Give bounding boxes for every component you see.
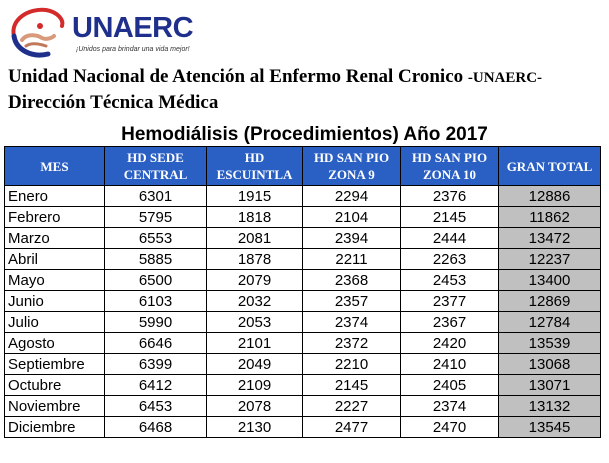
value-cell: 2444 <box>401 228 499 249</box>
value-cell: 2374 <box>401 396 499 417</box>
value-cell: 2081 <box>207 228 303 249</box>
hands-heart-logo-icon <box>6 6 70 62</box>
table-title: Hemodiálisis (Procedimientos) Año 2017 <box>121 124 488 145</box>
value-cell: 2470 <box>401 417 499 438</box>
table-row <box>5 270 601 291</box>
value-cell: 2368 <box>303 270 401 291</box>
value-cell: 2145 <box>303 375 401 396</box>
column-header-label: ESCUINTLA <box>216 167 293 182</box>
value-cell: 6553 <box>105 228 207 249</box>
value-cell: 1818 <box>207 207 303 228</box>
value-cell: 2453 <box>401 270 499 291</box>
value-cell: 2477 <box>303 417 401 438</box>
value-cell: 2294 <box>303 186 401 207</box>
unaerc-logo <box>6 6 266 64</box>
month-cell: Febrero <box>5 207 105 228</box>
value-cell: 2049 <box>207 354 303 375</box>
organization-name: Unidad Nacional de Atención al Enfermo Renal Cronico <box>8 66 464 87</box>
column-header-label: GRAN TOTAL <box>506 158 593 174</box>
total-cell: 12886 <box>499 186 601 207</box>
table-row <box>5 186 601 207</box>
table-row <box>5 312 601 333</box>
column-header-label: HD SAN PIO <box>313 150 390 165</box>
organization-title <box>8 66 542 88</box>
table-header-row <box>5 147 601 186</box>
column-header-label: HD SEDE <box>127 150 184 165</box>
value-cell: 2394 <box>303 228 401 249</box>
value-cell: 2032 <box>207 291 303 312</box>
column-header-label: HD SAN PIO <box>411 150 488 165</box>
month-cell: Agosto <box>5 333 105 354</box>
hemodialysis-table <box>4 146 601 438</box>
value-cell: 6399 <box>105 354 207 375</box>
total-cell: 13472 <box>499 228 601 249</box>
value-cell: 2420 <box>401 333 499 354</box>
value-cell: 2405 <box>401 375 499 396</box>
month-cell: Julio <box>5 312 105 333</box>
value-cell: 2357 <box>303 291 401 312</box>
value-cell: 2130 <box>207 417 303 438</box>
value-cell: 6453 <box>105 396 207 417</box>
column-header-label: ZONA 9 <box>328 167 375 182</box>
value-cell: 2263 <box>401 249 499 270</box>
column-header-label: MES <box>40 158 69 174</box>
value-cell: 6103 <box>105 291 207 312</box>
month-cell: Marzo <box>5 228 105 249</box>
total-cell: 11862 <box>499 207 601 228</box>
value-cell: 1878 <box>207 249 303 270</box>
value-cell: 2079 <box>207 270 303 291</box>
table-row <box>5 375 601 396</box>
value-cell: 2410 <box>401 354 499 375</box>
table-row <box>5 207 601 228</box>
column-header-gran-total <box>499 147 601 186</box>
column-header-hd-escuintla <box>207 147 303 186</box>
column-header-label: ZONA 10 <box>422 167 477 182</box>
column-header-hd-sede-central <box>105 147 207 186</box>
table-row <box>5 396 601 417</box>
value-cell: 6412 <box>105 375 207 396</box>
organization-acronym: -UNAERC- <box>467 70 543 86</box>
table-row <box>5 291 601 312</box>
total-cell: 13071 <box>499 375 601 396</box>
value-cell: 2377 <box>401 291 499 312</box>
month-cell: Enero <box>5 186 105 207</box>
total-cell: 12237 <box>499 249 601 270</box>
table-row <box>5 333 601 354</box>
value-cell: 6468 <box>105 417 207 438</box>
month-cell: Diciembre <box>5 417 105 438</box>
logo-name: UNAERC <box>72 12 194 44</box>
value-cell: 2374 <box>303 312 401 333</box>
table-row <box>5 249 601 270</box>
column-header-label: HD <box>244 150 265 165</box>
table-body <box>5 186 601 438</box>
value-cell: 2210 <box>303 354 401 375</box>
value-cell: 5795 <box>105 207 207 228</box>
department-title: Dirección Técnica Médica <box>8 92 219 113</box>
value-cell: 2372 <box>303 333 401 354</box>
value-cell: 2053 <box>207 312 303 333</box>
value-cell: 2211 <box>303 249 401 270</box>
value-cell: 6646 <box>105 333 207 354</box>
table-row <box>5 417 601 438</box>
value-cell: 2101 <box>207 333 303 354</box>
month-cell: Mayo <box>5 270 105 291</box>
total-cell: 13068 <box>499 354 601 375</box>
value-cell: 2367 <box>401 312 499 333</box>
month-cell: Abril <box>5 249 105 270</box>
value-cell: 2376 <box>401 186 499 207</box>
column-header-hd-san-pio-zona-9 <box>303 147 401 186</box>
column-header-label: CENTRAL <box>123 167 188 182</box>
month-cell: Junio <box>5 291 105 312</box>
value-cell: 6301 <box>105 186 207 207</box>
value-cell: 5885 <box>105 249 207 270</box>
value-cell: 2104 <box>303 207 401 228</box>
month-cell: Octubre <box>5 375 105 396</box>
total-cell: 13539 <box>499 333 601 354</box>
value-cell: 2227 <box>303 396 401 417</box>
column-header-mes <box>5 147 105 186</box>
value-cell: 2145 <box>401 207 499 228</box>
value-cell: 1915 <box>207 186 303 207</box>
table-row <box>5 354 601 375</box>
total-cell: 13545 <box>499 417 601 438</box>
value-cell: 6500 <box>105 270 207 291</box>
total-cell: 13132 <box>499 396 601 417</box>
total-cell: 13400 <box>499 270 601 291</box>
value-cell: 5990 <box>105 312 207 333</box>
month-cell: Noviembre <box>5 396 105 417</box>
value-cell: 2109 <box>207 375 303 396</box>
column-header-hd-san-pio-zona-10 <box>401 147 499 186</box>
month-cell: Septiembre <box>5 354 105 375</box>
total-cell: 12869 <box>499 291 601 312</box>
logo-slogan: ¡Unidos para brindar una vida mejor! <box>76 46 190 53</box>
value-cell: 2078 <box>207 396 303 417</box>
table-row <box>5 228 601 249</box>
total-cell: 12784 <box>499 312 601 333</box>
